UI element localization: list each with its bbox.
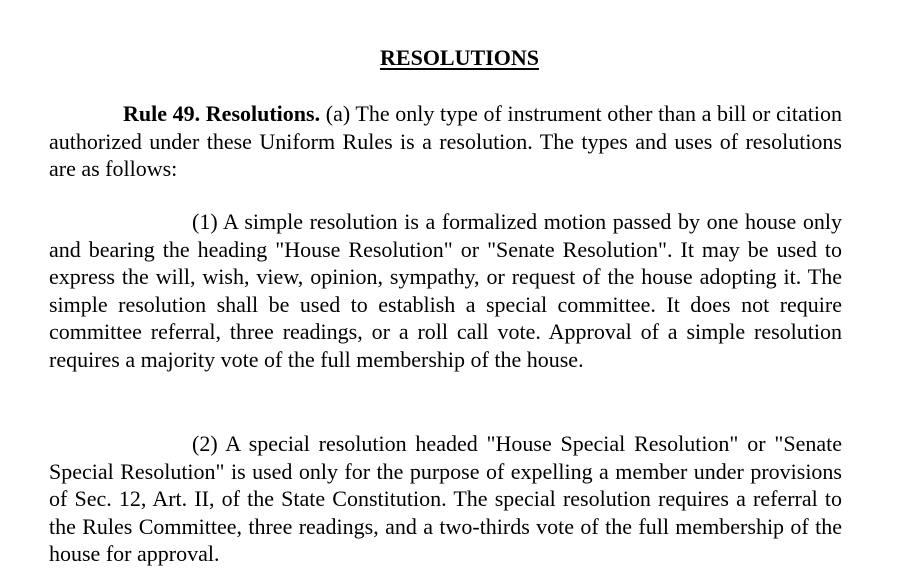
- simple-resolution-paragraph: (1) A simple resolution is a formalized motion passed by one house only and bearing the heading "House Resolution" or "Senate Resolution". It may be used to express the will, wish, view, opinion, sympathy, or request of the house adopting it. The simple resolution shall be used to establish a special committee. It does not require committee referral, three readings, or a roll call vote. Approval of a simple resolution requires a majority vote of the full membership of the house.: [49, 209, 842, 372]
- rule-label: Rule 49. Resolutions.: [123, 101, 321, 126]
- special-resolution-paragraph: (2) A special resolution headed "House Special Resolution" or "Senate Special Resolution" is used only for the purpose of expelling a member under provisions of Sec. 12, Art. II, of the State Constitution. The special resolution requires a referral to the Rules Committee, three readings, and a two-thirds vote of the full membership of the house for approval.: [49, 431, 842, 566]
- rule-49-paragraph: [49, 100, 842, 183]
- page-title: RESOLUTIONS: [380, 45, 539, 70]
- rule-intro-text: (a) The only type of instrument other than a bill or citation authorized under these Uniform Rules is a resolution. The types and uses of resolutions are as follows:: [49, 101, 842, 181]
